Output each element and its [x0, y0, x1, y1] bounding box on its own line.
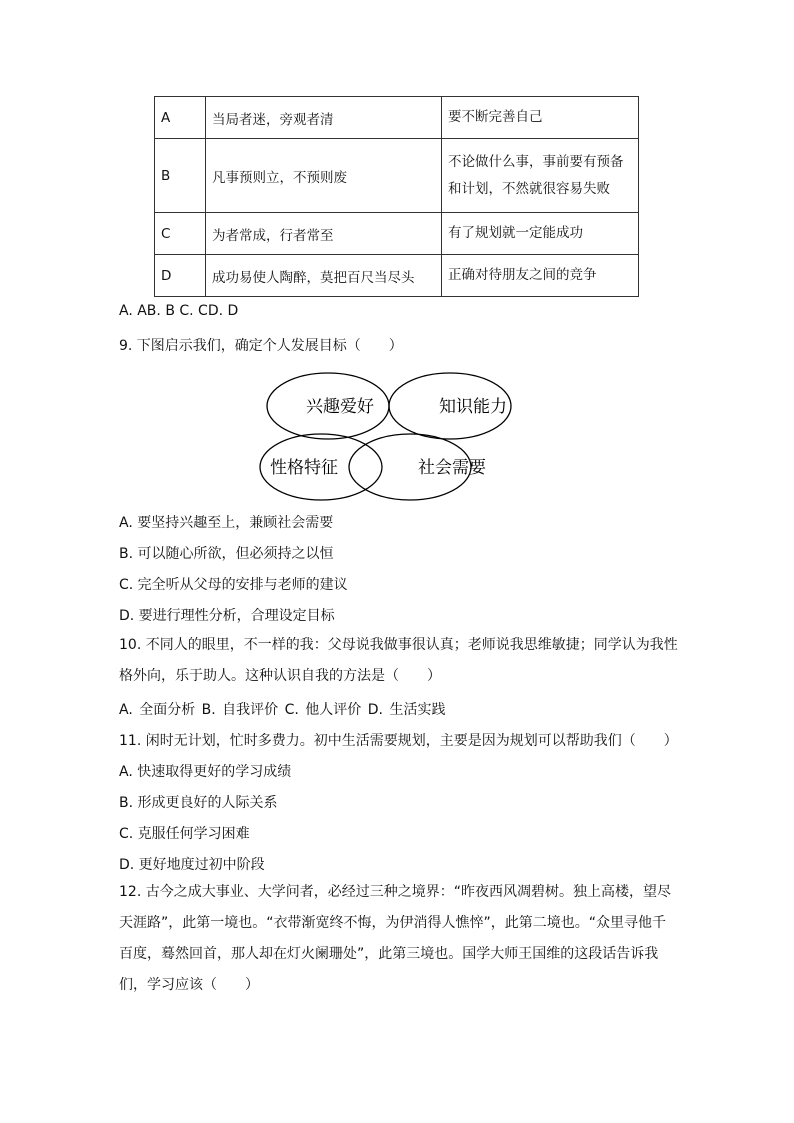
venn-label-society: 社会需要 — [418, 458, 486, 478]
q11-stem: 11. 闲时无计划，忙时多费力。初中生活需要规划，主要是因为规划可以帮助我们（ ） — [119, 733, 678, 749]
row-meaning: 正确对待朋友之间的竞争 — [442, 255, 639, 297]
venn-label-interest: 兴趣爱好 — [306, 397, 374, 417]
row-letter: A — [155, 97, 206, 139]
row-letter: B — [155, 139, 206, 213]
q9-option-a: A. 要坚持兴趣至上，兼顾社会需要 — [119, 515, 334, 531]
row-meaning: 有了规划就一定能成功 — [442, 213, 639, 255]
q11-option-d: D. 更好地度过初中阶段 — [119, 857, 265, 873]
options-table — [154, 96, 639, 297]
table-row — [155, 139, 639, 213]
row-meaning: 不论做什么事，事前要有预备和计划，不然就很容易失败 — [442, 139, 639, 213]
q12-stem: 12. 古今之成大事业、大学问者，必经过三种之境界：“昨夜西风凋碧树。独上高楼，望尽天涯路”，此第一境也。“衣带渐宽终不悔，为伊消得人憔悴”，此第二境也。“众里寻他千百度，蓦然回首，那人却在灯火阑珊处”，此第三境也。国学大师王国维的这段话告诉我们，学习应该（ ） — [119, 884, 671, 993]
table-row — [155, 97, 639, 139]
venn-diagram — [255, 368, 545, 504]
row-saying: 凡事预则立，不预则废 — [206, 139, 442, 213]
row-saying: 当局者迷，旁观者清 — [206, 97, 442, 139]
venn-label-personality: 性格特征 — [270, 458, 338, 478]
q10-options: A. 全面分析 B. 自我评价 C. 他人评价 D. 生活实践 — [119, 702, 446, 718]
q9-option-b: B. 可以随心所欲，但必须持之以恒 — [119, 546, 334, 562]
row-meaning: 要不断完善自己 — [442, 97, 639, 139]
q11-option-c: C. 克服任何学习困难 — [119, 826, 250, 842]
table-row — [155, 213, 639, 255]
q11-option-a: A. 快速取得更好的学习成绩 — [119, 764, 292, 780]
row-saying: 为者常成，行者常至 — [206, 213, 442, 255]
table-row — [155, 255, 639, 297]
row-letter: C — [155, 213, 206, 255]
q9-option-c: C. 完全听从父母的安排与老师的建议 — [119, 577, 348, 593]
q9-option-d: D. 要进行理性分析，合理设定目标 — [119, 608, 335, 624]
q10-stem: 10. 不同人的眼里，不一样的我：父母说我做事很认真；老师说我思维敏捷；同学认为我性格外向，乐于助人。这种认识自我的方法是（ ） — [119, 637, 678, 684]
row-saying: 成功易使人陶醉，莫把百尺当尽头 — [206, 255, 442, 297]
q9-stem: 9. 下图启示我们，确定个人发展目标（ ） — [119, 338, 403, 354]
q8-answer-options: A. AB. B C. CD. D — [119, 303, 239, 319]
q11-option-b: B. 形成更良好的人际关系 — [119, 795, 278, 811]
venn-label-ability: 知识能力 — [439, 397, 507, 417]
row-letter: D — [155, 255, 206, 297]
